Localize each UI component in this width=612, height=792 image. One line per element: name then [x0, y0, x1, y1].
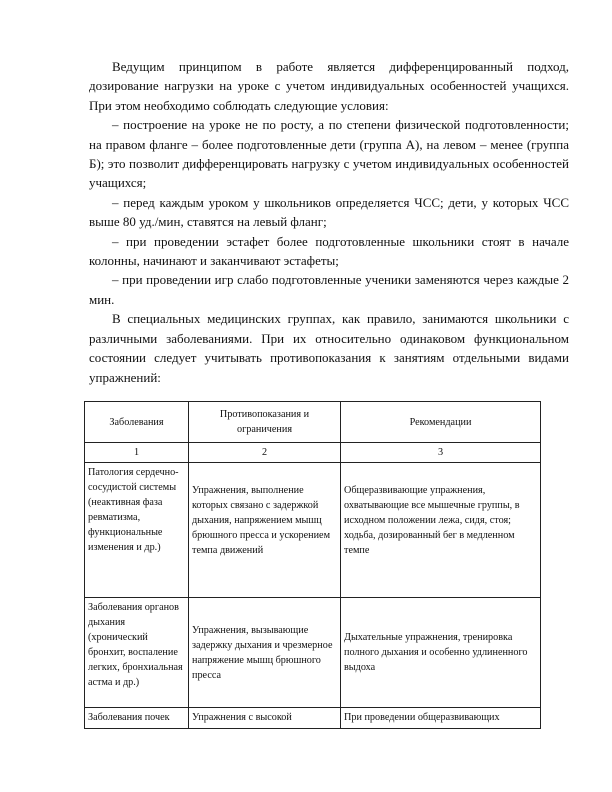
column-number: 1: [85, 443, 189, 463]
recommendation-cell: [341, 463, 541, 598]
table-header-row: [85, 402, 541, 443]
disease-cell: Заболевания органов дыхания (хронический бронхит, воспаление легких, бронхиальная астма и др.): [85, 598, 189, 708]
header-cell: Противопоказания и ограничения: [189, 402, 341, 443]
paragraph: Ведущим принципом в работе является дифференцированный подход, дозирование нагрузки на уроке с учетом индивидуальных особенностей учащихся. При этом необходимо соблюдать следующие условия:: [89, 59, 569, 113]
recommendation-cell: При проведении общеразвивающих: [341, 708, 541, 729]
paragraph: – при проведении игр слабо подготовленные ученики заменяются через каждые 2 мин.: [89, 272, 569, 307]
table-row: [85, 598, 541, 708]
column-number: 3: [341, 443, 541, 463]
contraindications-table: [84, 401, 541, 729]
column-number-row: [85, 443, 541, 463]
disease-cell: Патология сердечно-сосудистой системы (неактивная фаза ревматизма, функциональные изменения и др.): [85, 463, 189, 598]
contraindication-text: Упражнения, выполнение которых связано с задержкой дыхания, напряжением мышц брюшного пресса и ускорением темпа движений: [192, 485, 331, 556]
table-row: [85, 463, 541, 598]
contraindication-cell: Упражнения с высокой: [189, 708, 341, 729]
contraindication-cell: [189, 463, 341, 598]
header-cell: Рекомендации: [341, 402, 541, 443]
column-number: 2: [189, 443, 341, 463]
paragraph: В специальных медицинских группах, как правило, занимаются школьники с различными заболеваниями. При их относительно одинаковом функциональном состоянии следует учитывать противопоказания к занятиям отдельными видами упражнений:: [89, 311, 569, 385]
disease-cell: Заболевания почек: [85, 708, 189, 729]
table-row: [85, 708, 541, 729]
recommendation-cell: Дыхательные упражнения, тренировка полного дыхания и особенно удлиненного выдоха: [341, 598, 541, 708]
contraindication-cell: Упражнения, вызывающие задержку дыхания и чрезмерное напряжение мышц брюшного пресса: [189, 598, 341, 708]
paragraph: – построение на уроке не по росту, а по степени физической подготовленности; на правом фланге – более подготовленные дети (группа А), на левом – менее (группа Б); это позволит дифференцировать нагрузку с учетом индивидуальных особенностей учащихся;: [89, 117, 569, 191]
header-cell: Заболевания: [85, 402, 189, 443]
recommendation-text: Общеразвивающие упражнения, охватывающие все мышечные группы, в исходном положении лежа, сидя, стоя; ходьба, дозированный бег в медленном темпе: [344, 485, 520, 556]
paragraph: – при проведении эстафет более подготовленные школьники стоят в начале колонны, начинают и заканчивают эстафеты;: [89, 233, 569, 269]
paragraph: – перед каждым уроком у школьников определяется ЧСС; дети, у которых ЧСС выше 80 уд./мин, ставятся на левый фланг;: [89, 194, 569, 230]
body-text: [89, 57, 569, 387]
